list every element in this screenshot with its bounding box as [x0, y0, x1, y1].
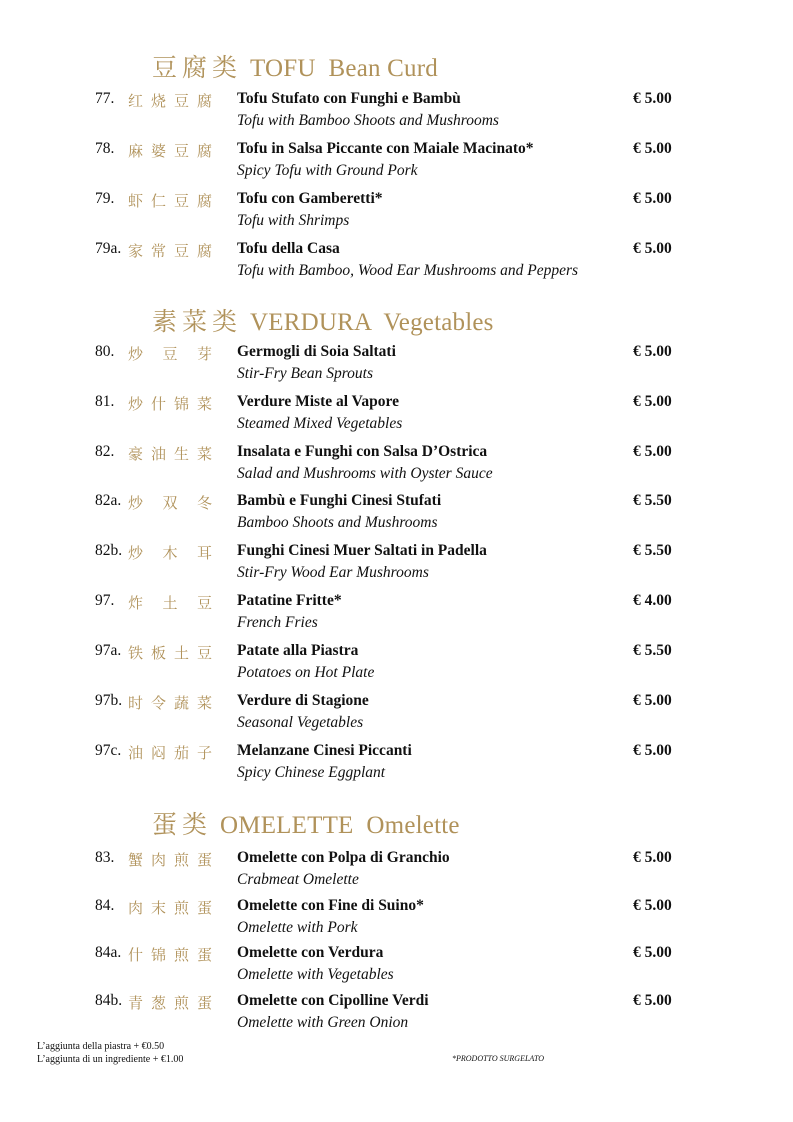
item-price: € 5.50: [633, 542, 672, 559]
item-name-en: Tofu with Bamboo Shoots and Mushrooms: [237, 112, 499, 129]
item-name-cn: 炸土豆: [128, 596, 212, 612]
item-price: € 5.50: [633, 492, 672, 509]
item-number: 97a.: [95, 642, 122, 659]
item-name-cn: 蟹肉煎蛋: [128, 853, 212, 869]
menu-item: [0, 240, 793, 286]
item-name-en: Salad and Mushrooms with Oyster Sauce: [237, 465, 493, 482]
item-name-it: Patate alla Piastra: [237, 642, 359, 659]
footer-notes: [37, 1040, 183, 1066]
item-number: 84.: [95, 897, 115, 914]
item-name-it: Tofu in Salsa Piccante con Maiale Macinato*: [237, 140, 534, 157]
item-price: € 5.00: [633, 393, 672, 410]
menu-item: [0, 90, 793, 136]
item-name-cn: 炒豆芽: [128, 347, 212, 363]
menu-item: [0, 642, 793, 688]
item-name-en: Steamed Mixed Vegetables: [237, 415, 403, 432]
item-name-it: Patatine Fritte*: [237, 592, 342, 609]
menu-item: [0, 742, 793, 788]
menu-item: [0, 592, 793, 638]
section-title-vegetables: [152, 302, 494, 338]
item-number: 84a.: [95, 944, 122, 961]
item-price: € 5.00: [633, 343, 672, 360]
item-name-en: Bamboo Shoots and Mushrooms: [237, 514, 438, 531]
section-title-cn: 蛋类: [152, 812, 213, 839]
section-title-omelette: [152, 805, 460, 841]
item-price: € 5.00: [633, 849, 672, 866]
section-title-en: OMELETTE Omelette: [220, 812, 460, 839]
menu-item: [0, 443, 793, 489]
item-name-it: Melanzane Cinesi Piccanti: [237, 742, 412, 759]
section-title-cn: 豆腐类: [152, 55, 243, 82]
item-number: 79a.: [95, 240, 122, 257]
item-number: 82a.: [95, 492, 122, 509]
menu-item: [0, 492, 793, 538]
item-name-en: Spicy Chinese Eggplant: [237, 764, 386, 781]
section-title-tofu: [152, 48, 438, 84]
item-number: 78.: [95, 140, 115, 157]
item-name-cn: 家常豆腐: [128, 244, 212, 260]
item-number: 80.: [95, 343, 115, 360]
item-name-cn: 青葱煎蛋: [128, 996, 212, 1012]
item-price: € 5.00: [633, 443, 672, 460]
item-name-en: Spicy Tofu with Ground Pork: [237, 162, 418, 179]
item-price: € 5.00: [633, 190, 672, 207]
item-price: € 5.00: [633, 944, 672, 961]
item-price: € 5.00: [633, 742, 672, 759]
item-name-cn: 炒什锦菜: [128, 397, 212, 413]
item-number: 97c.: [95, 742, 122, 759]
item-name-cn: 时令蔬菜: [128, 696, 212, 712]
item-name-en: French Fries: [237, 614, 318, 631]
item-name-en: Seasonal Vegetables: [237, 714, 364, 731]
item-price: € 5.50: [633, 642, 672, 659]
item-number: 81.: [95, 393, 115, 410]
menu-item: [0, 944, 793, 990]
item-number: 97.: [95, 592, 115, 609]
item-name-en: Tofu with Bamboo, Wood Ear Mushrooms and Peppers: [237, 262, 579, 279]
item-number: 82.: [95, 443, 115, 460]
item-name-it: Verdure Miste al Vapore: [237, 393, 400, 410]
item-price: € 5.00: [633, 140, 672, 157]
item-name-en: Tofu with Shrimps: [237, 212, 350, 229]
menu-item: [0, 343, 793, 389]
item-number: 79.: [95, 190, 115, 207]
item-price: € 5.00: [633, 992, 672, 1009]
section-title-cn: 素菜类: [152, 309, 243, 336]
item-number: 84b.: [95, 992, 123, 1009]
item-name-it: Omelette con Cipolline Verdi: [237, 992, 429, 1009]
footer-note-plate: L’aggiunta della piastra + €0.50: [37, 1041, 165, 1052]
item-name-cn: 红烧豆腐: [128, 94, 212, 110]
item-name-cn: 麻婆豆腐: [128, 144, 212, 160]
item-number: 97b.: [95, 692, 123, 709]
item-name-cn: 油闷茄子: [128, 746, 212, 762]
item-name-en: Stir-Fry Wood Ear Mushrooms: [237, 564, 429, 581]
item-name-en: Potatoes on Hot Plate: [237, 664, 375, 681]
item-price: € 5.00: [633, 692, 672, 709]
item-name-it: Tofu della Casa: [237, 240, 340, 257]
item-name-it: Funghi Cinesi Muer Saltati in Padella: [237, 542, 487, 559]
item-name-cn: 铁板土豆: [128, 646, 212, 662]
item-price: € 4.00: [633, 592, 672, 609]
item-number: 77.: [95, 90, 115, 107]
item-name-cn: 炒木耳: [128, 546, 212, 562]
menu-item: [0, 849, 793, 895]
item-name-cn: 豪油生菜: [128, 447, 212, 463]
item-name-it: Tofu Stufato con Funghi e Bambù: [237, 90, 461, 107]
menu-item: [0, 190, 793, 236]
item-name-cn: 虾仁豆腐: [128, 194, 212, 210]
section-title-en: TOFU Bean Curd: [250, 55, 438, 82]
menu-item: [0, 393, 793, 439]
item-name-en: Stir-Fry Bean Sprouts: [237, 365, 374, 382]
item-number: 82b.: [95, 542, 123, 559]
item-price: € 5.00: [633, 90, 672, 107]
item-name-en: Omelette with Green Onion: [237, 1014, 409, 1031]
item-name-it: Omelette con Fine di Suino*: [237, 897, 424, 914]
section-title-en: VERDURA Vegetables: [250, 309, 494, 336]
item-name-it: Omelette con Polpa di Granchio: [237, 849, 450, 866]
menu-item: [0, 992, 793, 1038]
footer-note-frozen: *PRODOTTO SURGELATO: [452, 1054, 545, 1063]
item-name-cn: 什锦煎蛋: [128, 948, 212, 964]
item-name-it: Omelette con Verdura: [237, 944, 384, 961]
item-number: 83.: [95, 849, 115, 866]
item-name-it: Verdure di Stagione: [237, 692, 369, 709]
menu-item: [0, 140, 793, 186]
item-name-en: Crabmeat Omelette: [237, 871, 359, 888]
menu-item: [0, 692, 793, 738]
item-name-cn: 炒双冬: [128, 496, 212, 512]
menu-item: [0, 897, 793, 943]
item-name-it: Bambù e Funghi Cinesi Stufati: [237, 492, 442, 509]
footer-note-ingredient: L’aggiunta di un ingrediente + €1.00: [37, 1054, 184, 1065]
menu-item: [0, 542, 793, 588]
item-price: € 5.00: [633, 897, 672, 914]
item-name-cn: 肉末煎蛋: [128, 901, 212, 917]
item-price: € 5.00: [633, 240, 672, 257]
item-name-it: Tofu con Gamberetti*: [237, 190, 383, 207]
item-name-it: Insalata e Funghi con Salsa D’Ostrica: [237, 443, 488, 460]
item-name-en: Omelette with Vegetables: [237, 966, 394, 983]
item-name-it: Germogli di Soia Saltati: [237, 343, 396, 360]
item-name-en: Omelette with Pork: [237, 919, 358, 936]
